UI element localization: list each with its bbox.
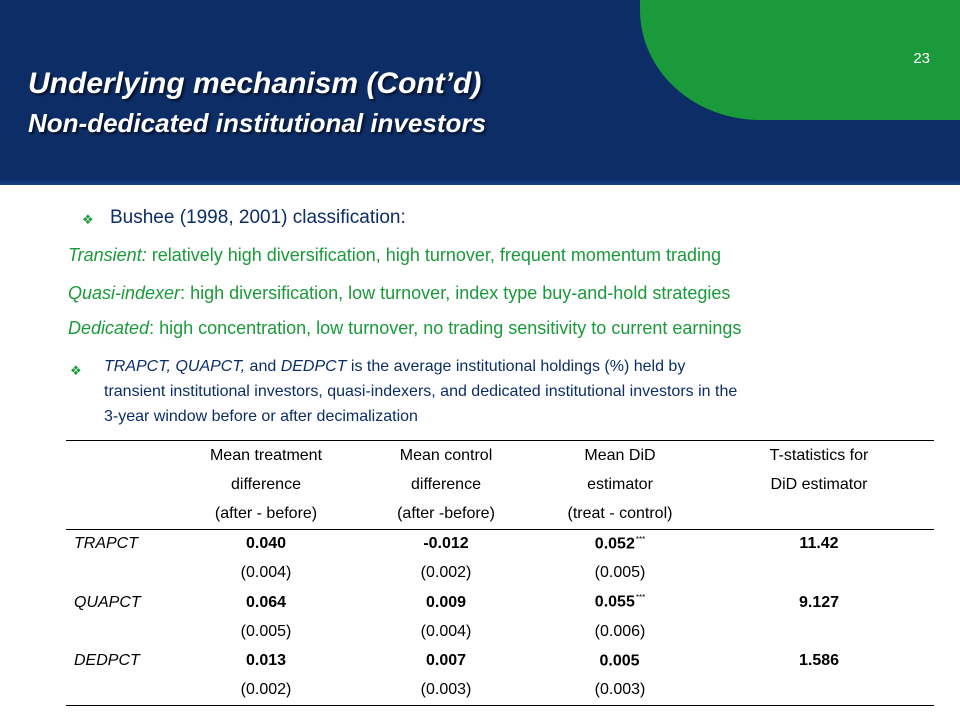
table-header-row (66, 441, 934, 471)
row-label: DEDPCT (74, 651, 140, 669)
definition-dedicated (68, 318, 741, 339)
treatment-value: 0.040 (245, 535, 287, 553)
bullet-description-line3: 3-year window before or after decimalization (104, 408, 418, 425)
did-cell (536, 646, 704, 675)
header-shade (0, 179, 960, 185)
term-dedpct: DEDPCT (280, 358, 347, 375)
diamond-bullet-icon: ❖ (82, 212, 94, 227)
bullet-description-line2: transient institutional investors, quasi-indexers, and dedicated institutional investors in the (104, 383, 738, 400)
table-row (66, 529, 934, 559)
table-header-row (66, 470, 934, 499)
significance-stars: *** (635, 534, 646, 544)
header-tstat: DiD estimator (770, 475, 868, 493)
page-number: 23 (913, 50, 930, 67)
table-row (66, 646, 934, 675)
bullet-classification: Bushee (1998, 2001) classification: (110, 207, 406, 228)
table-row-se (66, 559, 934, 588)
definition-term: Transient: (68, 245, 147, 265)
control-se: (0.003) (356, 676, 536, 706)
treatment-value: 0.013 (245, 651, 287, 669)
description-text: is the average institutional holdings (%) held by (346, 358, 686, 375)
did-cell (536, 529, 704, 559)
definition-transient (68, 245, 721, 266)
header-treatment: difference (231, 475, 301, 493)
header-did: (treat - control) (536, 499, 704, 529)
control-value: 0.007 (425, 651, 467, 669)
term-quapct: QUAPCT, (175, 358, 246, 375)
header-did: estimator (587, 475, 653, 493)
definition-text: relatively high diversification, high turnover, frequent momentum trading (146, 245, 721, 265)
header-control: difference (411, 475, 481, 493)
bullet-description-line1 (104, 358, 685, 376)
definition-term: Dedicated (68, 318, 150, 338)
treatment-se: (0.002) (176, 676, 356, 706)
header-tstat (704, 499, 934, 529)
tstat-value: 9.127 (798, 593, 840, 611)
treatment-se: (0.004) (240, 564, 292, 582)
treatment-value: 0.064 (245, 593, 287, 611)
slide-header (0, 0, 960, 185)
term-trapct: TRAPCT, (104, 358, 171, 375)
did-se: (0.006) (594, 622, 646, 640)
control-se: (0.004) (420, 622, 472, 640)
did-value: 0.005 (599, 652, 640, 670)
table-row (66, 588, 934, 617)
diamond-bullet-icon: ❖ (70, 363, 82, 378)
definition-term: Quasi-indexer (68, 283, 181, 303)
did-se: (0.003) (536, 676, 704, 706)
header-did: Mean DiD (536, 441, 704, 471)
did-se: (0.005) (594, 564, 646, 582)
table-header-row (66, 499, 934, 529)
table-row-se (66, 676, 934, 706)
row-label: QUAPCT (74, 593, 141, 611)
row-label: TRAPCT (74, 535, 138, 553)
slide-title: Underlying mechanism (Cont’d) (28, 67, 482, 100)
table-row-se (66, 617, 934, 646)
control-value: 0.009 (425, 593, 467, 611)
header-tstat: T-statistics for (704, 441, 934, 471)
header-control: Mean control (356, 441, 536, 471)
header-control: (after -before) (356, 499, 536, 529)
did-value: 0.055 (594, 593, 635, 611)
results-table (66, 440, 934, 706)
header-treatment: Mean treatment (176, 441, 356, 471)
header-treatment: (after - before) (176, 499, 356, 529)
definition-quasi-indexer (68, 283, 730, 304)
did-value: 0.052 (594, 535, 635, 553)
tstat-value: 11.42 (799, 535, 839, 553)
and-text: and (245, 358, 281, 375)
definition-text: : high diversification, low turnover, index type buy-and-hold strategies (180, 283, 731, 303)
definition-text: : high concentration, low turnover, no trading sensitivity to current earnings (149, 318, 742, 338)
control-se: (0.002) (420, 564, 472, 582)
slide-subtitle: Non-dedicated institutional investors (28, 108, 486, 138)
control-value: -0.012 (423, 535, 469, 553)
treatment-se: (0.005) (240, 622, 292, 640)
did-cell (536, 588, 704, 617)
tstat-value: 1.586 (798, 651, 840, 669)
significance-stars: *** (635, 593, 646, 603)
